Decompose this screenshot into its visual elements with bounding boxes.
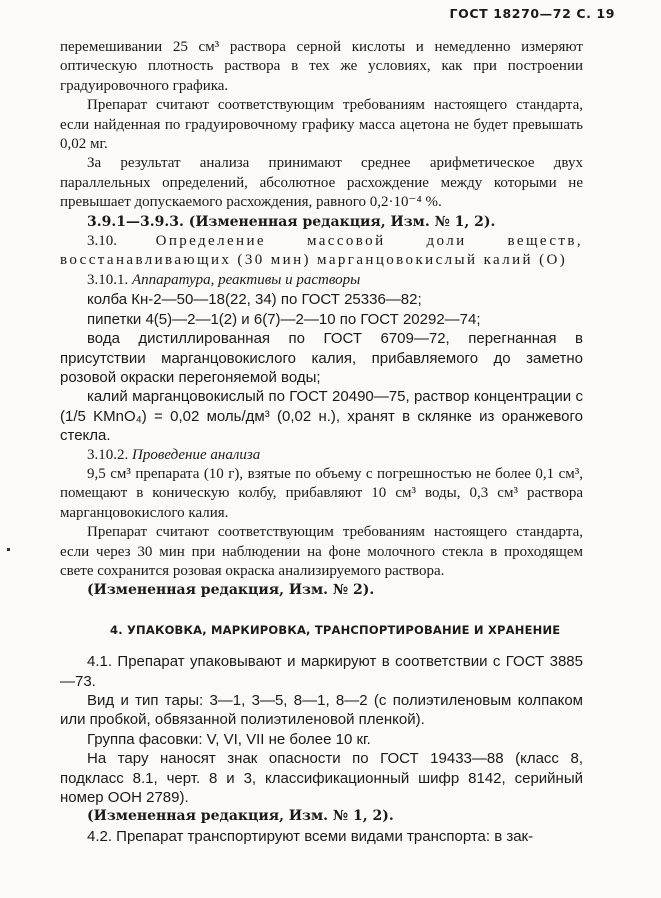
section-3-10-1-heading [60, 271, 583, 290]
clause-number: 3.10. [87, 233, 117, 250]
page-header: ГОСТ 18270—72 С. 19 [449, 6, 615, 21]
paragraph: На тару наносят знак опасности по ГОСТ 19433—88 (класс 8, подкласс 8.1, черт. 8 и 3, классификационный шифр 8142, серийный номер ООН 2789). [60, 750, 583, 807]
section-3-10-2-heading [60, 446, 583, 465]
paragraph: 4.1. Препарат упаковывают и маркируют в соответствии с ГОСТ 3885—73. [60, 653, 583, 690]
clause-number: 3.10.1. [87, 271, 129, 288]
amendment-note: 3.9.1—3.9.3. (Измененная редакция, Изм. № 1, 2). [87, 213, 496, 230]
paragraph: Препарат считают соответствующим требованиям настоящего стандарта, если найденная по градуировочному графику масса ацетона не будет превышать 0,02 мг. [60, 97, 583, 153]
paragraph: 9,5 см³ препарата (10 г), взятые по объему с погрешностью не более 0,1 см³, помещают в коническую колбу, прибавляют 10 см³ воды, 0,3 см³ раствора марганцовокислого калия. [60, 465, 583, 521]
list-item: вода дистиллированная по ГОСТ 6709—72, перегнанная в присутствии марганцовокислого калия, прибавляемого до заметно розовой окраски перегоняемой воды; [60, 330, 583, 386]
section-3-10-heading [60, 232, 583, 271]
paragraph: Группа фасовки: V, VI, VII не более 10 кг. [87, 730, 371, 748]
clause-number: 3.10.2. [87, 446, 129, 463]
paragraph: Препарат считают соответствующим требованиям настоящего стандарта, если через 30 мин при наблюдении на фоне молочного стекла в проходящем свете сохранится розовая окраска анализируемого раствора. [60, 524, 583, 579]
section-4-heading: 4. УПАКОВКА, МАРКИРОВКА, ТРАНСПОРТИРОВАНИЕ И ХРАНЕНИЕ [110, 622, 561, 637]
paragraph: Вид и тип тары: 3—1, 3—5, 8—1, 8—2 (с полиэтиленовым колпаком или пробкой, обвязанной полиэтиленовой пленкой). [60, 692, 583, 729]
clause-title: Проведение анализа [132, 446, 261, 463]
list-item: калий марганцовокислый по ГОСТ 20490—75, раствор концентрации с (1/5 KMnO₄) = 0,02 моль/дм³ (0,02 н.), хранят в склянке из оранжевого стекла. [60, 388, 583, 445]
scan-speck [7, 548, 10, 551]
paragraph: За результат анализа принимают среднее арифметическое двух параллельных определений, абсолютное расхождение между которыми не превышает допускаемого расхождения, равного 0,2·10⁻⁴ %. [60, 155, 583, 211]
page-content [60, 38, 583, 846]
list-item: колба Кн-2—50—18(22, 34) по ГОСТ 25336—82; [87, 291, 422, 309]
list-item: пипетки 4(5)—2—1(2) и 6(7)—2—10 по ГОСТ 20292—74; [87, 310, 481, 328]
paragraph: 4.2. Препарат транспортируют всеми видами транспорта: в зак- [87, 827, 534, 845]
clause-title: Аппаратура, реактивы и растворы [132, 271, 361, 288]
amendment-note: (Измененная редакция, Изм. № 2). [87, 582, 375, 599]
paragraph: перемешивании 25 см³ раствора серной кислоты и немедленно измеряют оптическую плотность раствора в тех же условиях, как при построении градуировочного графика. [60, 39, 583, 94]
clause-title: Определение массовой доли веществ, восстанавливающих (30 мин) марганцовокислый калий (О) [60, 233, 584, 269]
amendment-note: (Измененная редакция, Изм. № 1, 2). [87, 808, 394, 825]
